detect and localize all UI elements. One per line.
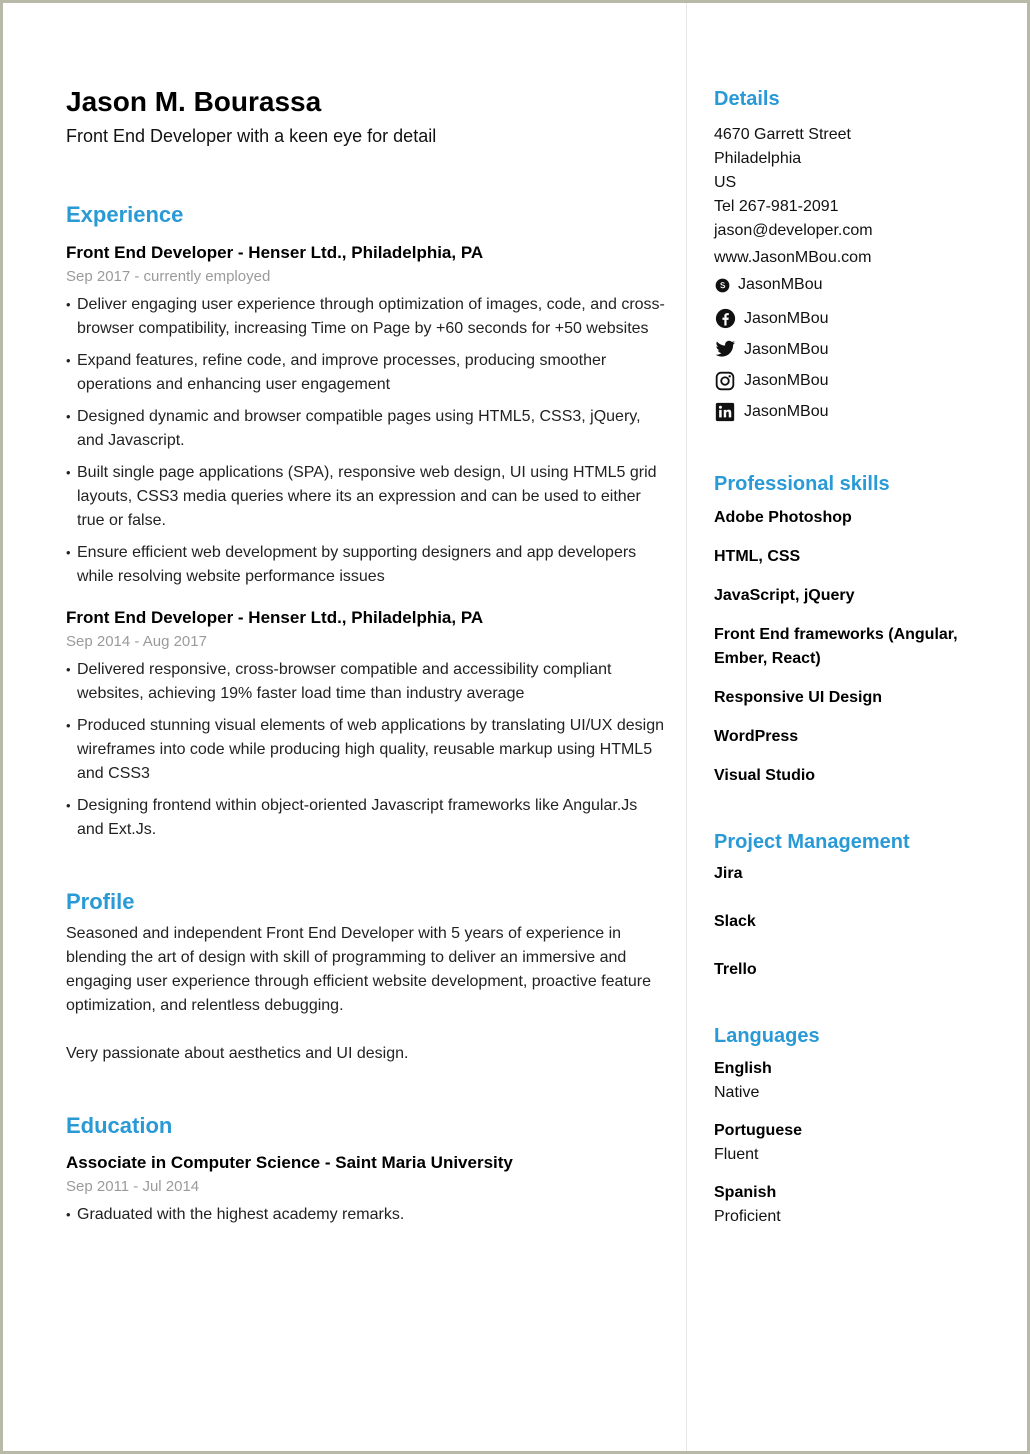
candidate-name: Jason M. Bourassa [66, 86, 322, 117]
list-item: • Produced stunning visual elements of web applications by translating UI/UX design wireframes into code while producing high quality, reusable markup using HTML5 and CSS3 [66, 714, 666, 786]
list-item: Visual Studio [714, 767, 816, 784]
list-item [714, 1120, 1004, 1166]
social-handle: JasonMBou [738, 276, 823, 293]
languages-list [714, 1058, 1004, 1228]
twitter-icon [714, 339, 736, 361]
language-name: Portuguese [714, 1122, 803, 1139]
education-entry [66, 1152, 666, 1227]
list-item: • Designing frontend within object-oriented Javascript frameworks like Angular.Js and Ext.Js. [66, 794, 666, 842]
social-link-linkedin[interactable] [714, 396, 1004, 427]
list-item: Front End frameworks (Angular, Ember, React) [714, 626, 958, 667]
list-item: • Expand features, refine code, and improve processes, producing smoother operations and enhancing user engagement [66, 349, 666, 397]
skills-heading: Professional skills [714, 473, 890, 495]
side-column [714, 85, 1004, 1228]
email-link[interactable]: jason@developer.com [714, 222, 873, 239]
degree-title: Associate in Computer Science - Saint Maria University [66, 1153, 513, 1172]
job-bullets [66, 293, 666, 589]
instagram-icon [714, 370, 736, 392]
education-bullets [66, 1203, 666, 1227]
phone-number: Tel 267-981-2091 [714, 198, 839, 215]
main-column [66, 85, 666, 1235]
list-item: WordPress [714, 728, 799, 745]
list-item: Trello [714, 961, 757, 978]
profile-summary: Seasoned and independent Front End Developer with 5 years of experience in blending the art of design with skill of programming to deliver an immersive and engaging user experience through efficient website development, proactive feature optimization, and relentless debugging. [66, 925, 651, 1014]
job-dates: Sep 2014 - Aug 2017 [66, 633, 207, 650]
list-item: Jira [714, 865, 743, 882]
list-item: Adobe Photoshop [714, 509, 852, 526]
experience-heading: Experience [66, 202, 184, 227]
list-item [714, 1182, 1004, 1228]
details-heading: Details [714, 88, 780, 110]
social-handle: JasonMBou [744, 371, 829, 389]
list-item: • Built single page applications (SPA), responsive web design, UI using HTML5 grid layouts, CSS3 media queries where its an expression and can be used to either true or false. [66, 461, 666, 533]
project-management-list [714, 862, 1004, 982]
education-heading: Education [66, 1113, 173, 1138]
social-links [714, 273, 1004, 427]
languages-heading: Languages [714, 1025, 820, 1047]
social-link-twitter[interactable] [714, 334, 1004, 365]
address-country: US [714, 174, 737, 191]
social-handle: JasonMBou [744, 309, 829, 327]
list-item: Slack [714, 913, 756, 930]
list-item [714, 1058, 1004, 1104]
list-item: • Designed dynamic and browser compatible pages using HTML5, CSS3, jQuery, and Javascript. [66, 405, 666, 453]
contact-details [714, 123, 1004, 270]
social-link-instagram[interactable] [714, 365, 1004, 396]
resume-page [3, 3, 1027, 1451]
list-item: JavaScript, jQuery [714, 587, 855, 604]
social-handle: JasonMBou [744, 402, 829, 420]
experience-entry [66, 242, 666, 589]
list-item: • Graduated with the highest academy remarks. [66, 1203, 666, 1227]
profile-note: Very passionate about aesthetics and UI design. [66, 1045, 409, 1062]
language-level: Proficient [714, 1208, 781, 1225]
website-link[interactable]: www.JasonMBou.com [714, 249, 872, 266]
social-link-skype[interactable] [714, 273, 1004, 297]
social-link-facebook[interactable] [714, 303, 1004, 334]
skype-icon [714, 277, 730, 293]
candidate-tagline: Front End Developer with a keen eye for detail [66, 126, 437, 146]
list-item: Responsive UI Design [714, 689, 883, 706]
social-handle: JasonMBou [744, 340, 829, 358]
job-title: Front End Developer - Henser Ltd., Philadelphia, PA [66, 608, 484, 627]
list-item: • Ensure efficient web development by supporting designers and app developers while resolving website performance issues [66, 541, 666, 589]
job-title: Front End Developer - Henser Ltd., Philadelphia, PA [66, 243, 484, 262]
profile-heading: Profile [66, 889, 135, 914]
language-name: Spanish [714, 1184, 777, 1201]
column-divider [686, 3, 687, 1451]
facebook-icon [714, 308, 736, 330]
list-item: • Deliver engaging user experience through optimization of images, code, and cross-browser compatibility, increasing Time on Page by +60 seconds for +50 websites [66, 293, 666, 341]
linkedin-icon [714, 401, 736, 423]
experience-entry [66, 607, 666, 842]
address-street: 4670 Garrett Street [714, 126, 851, 143]
language-name: English [714, 1060, 772, 1077]
language-level: Native [714, 1084, 760, 1101]
list-item: • Delivered responsive, cross-browser compatible and accessibility compliant websites, achieving 19% faster load time than industry average [66, 658, 666, 706]
job-dates: Sep 2017 - currently employed [66, 268, 271, 285]
address-city: Philadelphia [714, 150, 802, 167]
skills-list [714, 506, 1004, 788]
job-bullets [66, 658, 666, 842]
project-management-heading: Project Management [714, 831, 910, 853]
education-dates: Sep 2011 - Jul 2014 [66, 1178, 200, 1195]
language-level: Fluent [714, 1146, 759, 1163]
list-item: HTML, CSS [714, 548, 801, 565]
